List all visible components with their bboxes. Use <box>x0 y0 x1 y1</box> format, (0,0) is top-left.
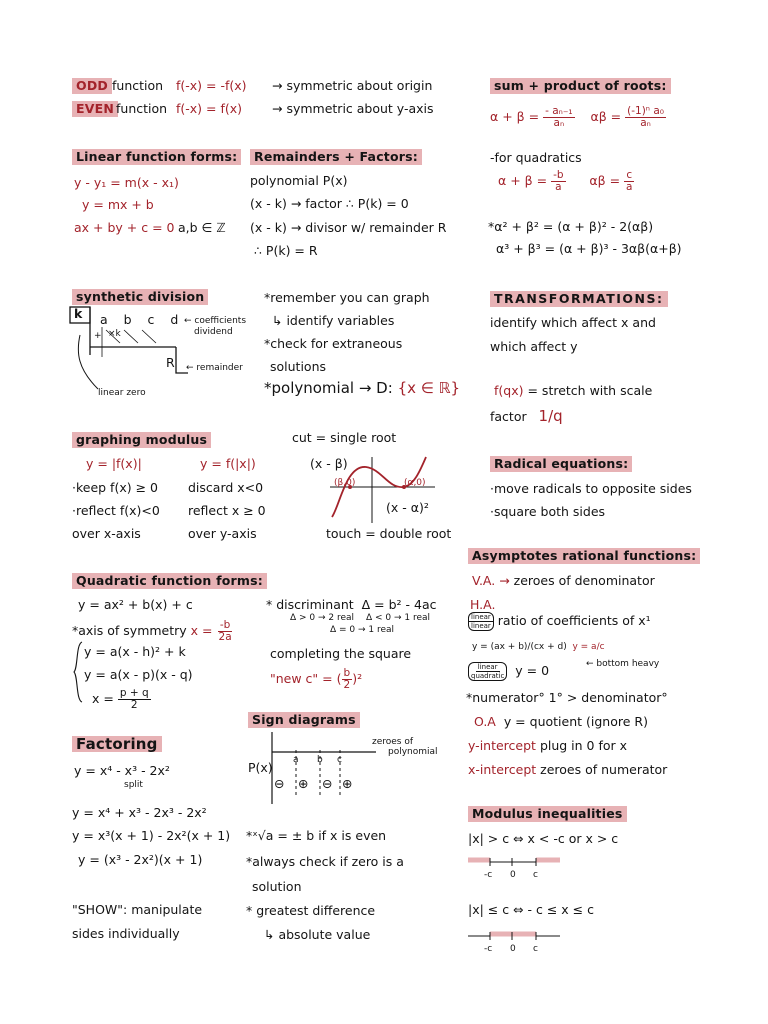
modulus-rule-a2: ·reflect f(x)<0 <box>72 503 160 518</box>
sign-px-label: P(x) <box>248 760 273 775</box>
abs-f-of-x: y = |f(x)| <box>86 456 142 471</box>
asymptotes-title: Asymptotes rational functions: <box>468 548 700 564</box>
even-description: → symmetric about y-axis <box>272 101 434 116</box>
factor-x-minus-beta: (x - β) <box>310 456 348 471</box>
radical-step-1: ·move radicals to opposite sides <box>490 481 692 496</box>
identity-squares: *α² + β² = (α + β)² - 2(αβ) <box>488 219 654 234</box>
graphing-modulus-title: graphing modulus <box>72 432 211 448</box>
quadratic-standard-form: y = ax² + b(x) + c <box>78 597 193 612</box>
factoring-line-2: y = x⁴ + x³ - 2x³ - 2x² <box>72 805 207 820</box>
quad-sum-fraction: $\frac{-b}{a}$ <box>553 169 564 193</box>
synthetic-times-k: ×k <box>108 329 121 339</box>
tick-zero-2: 0 <box>510 944 516 954</box>
greatest-difference: * greatest difference <box>246 903 376 918</box>
factoring-title: Factoring <box>72 736 162 752</box>
tick-c-1: c <box>533 870 538 880</box>
transformations-line-2: which affect y <box>490 339 578 354</box>
sign-diagrams-title: Sign diagrams <box>248 712 360 728</box>
check-zero-rule-cont: solution <box>252 879 302 894</box>
y-intercept-rule: y-intercept plug in 0 for x <box>468 738 628 753</box>
quadratic-brace <box>72 640 84 704</box>
x-intercept-rule: x-intercept zeroes of numerator <box>468 762 668 777</box>
linear-zero-note: linear zero <box>98 388 146 398</box>
number-line-less <box>466 930 562 944</box>
odd-label: ODD <box>72 78 112 94</box>
cut-single-root: cut = single root <box>292 430 397 445</box>
number-line-greater <box>466 856 562 870</box>
radical-equations-title: Radical equations: <box>490 456 632 472</box>
remainders-line-1: polynomial P(x) <box>250 173 348 188</box>
modulus-less-rule: |x| ≤ c ⇔ - c ≤ x ≤ c <box>468 902 595 917</box>
numerator-degree-rule: *numerator° 1° > denominator° <box>466 690 668 705</box>
coefficients-note: ← coefficients <box>184 316 247 326</box>
reminder-extraneous: *check for extraneous <box>264 336 403 351</box>
sum-lhs: α + β = <box>490 109 540 124</box>
radical-step-2: ·square both sides <box>490 504 606 519</box>
factoring-line-3: y = x³(x + 1) - 2x²(x + 1) <box>72 828 231 843</box>
transformations-line-4: factor 1/q <box>490 407 563 425</box>
zeroes-note-1: zeroes of <box>372 737 414 747</box>
general-form-note: a,b ∈ ℤ <box>178 220 226 235</box>
bottom-heavy-note: ← bottom heavy <box>586 659 660 669</box>
domain-set: {x ∈ ℝ} <box>397 379 461 397</box>
remainders-title: Remainders + Factors: <box>250 149 422 165</box>
modulus-inequalities-title: Modulus inequalities <box>468 806 627 822</box>
linear-over-linear-tag: $\frac{\text{linear}}{\text{linear}}$ <box>468 612 494 631</box>
point-alpha: (α,0) <box>404 478 426 488</box>
completing-the-square: completing the square <box>270 646 412 661</box>
axis-of-symmetry: *axis of symmetry x = $\frac{-b}{2a}$ <box>72 619 232 643</box>
transformations-line-1: identify which affect x and <box>490 315 656 330</box>
synthetic-coefficients: a b c d <box>100 312 185 327</box>
modulus-rule-b2: reflect x ≥ 0 <box>188 503 266 518</box>
product-fraction: $\frac{\text{(-1)ⁿ a₀}}{\text{aₙ}}$ <box>627 105 664 129</box>
remainders-line-2: (x - k) → factor ∴ P(k) = 0 <box>250 196 409 211</box>
sign-interval-1: ⊖ <box>274 776 285 791</box>
oblique-asymptote: O.A y = quotient (ignore R) <box>474 714 648 729</box>
transformations-title: TRANSFORMATIONS: <box>490 291 668 307</box>
new-c: "new c" = ( $\frac{b}{2}$ )² <box>270 667 363 691</box>
quadratic-title: Quadratic function forms: <box>72 573 267 589</box>
synthetic-plus: + <box>94 331 102 341</box>
reminder-identify: ↳ identify variables <box>272 313 395 328</box>
linear-title: Linear function forms: <box>72 149 241 165</box>
linear-over-quadratic-tag: $\frac{\text{linear}}{\text{quadratic}}$ <box>468 662 507 681</box>
ha-linear-linear: $\frac{\text{linear}}{\text{linear}}$ ratio of coefficients of x¹ <box>468 612 651 631</box>
quadratic-axis-from-roots: x = $\frac{p + q}{2}$ <box>92 687 149 711</box>
tick-c-2: c <box>533 944 538 954</box>
point-beta: (β,0) <box>334 478 356 488</box>
remainder-note: ← remainder <box>186 363 243 373</box>
factoring-split-note: split <box>124 780 143 790</box>
synthetic-division-title: synthetic division <box>72 289 208 305</box>
odd-description: → symmetric about origin <box>272 78 433 93</box>
quadratic-vertex-form: y = a(x - h)² + k <box>84 644 186 659</box>
odd-text: function <box>112 78 164 93</box>
f-of-abs-x: y = f(|x|) <box>200 456 256 471</box>
reminder-domain: *polynomial → D: {x ∈ ℝ} <box>264 379 461 397</box>
discriminant-label: * discriminant Δ = b² - 4ac <box>266 597 437 612</box>
new-c-fraction: $\frac{b}{2}$ <box>343 667 351 691</box>
remainders-line-4: ∴ P(k) = R <box>254 243 318 258</box>
modulus-rule-b1: discard x<0 <box>188 480 264 495</box>
even-text: function <box>116 101 168 116</box>
discriminant-note-1: Δ > 0 → 2 real <box>290 613 355 623</box>
dividend-note: dividend <box>194 327 233 337</box>
tick-neg-c-2: -c <box>484 944 493 954</box>
sign-interval-2: ⊕ <box>298 776 309 791</box>
even-root-rule: *ˣ√a = ± b if x is even <box>246 828 387 843</box>
factor-x-minus-alpha-squared: (x - α)² <box>386 500 429 515</box>
sum-product-title: sum + product of roots: <box>490 78 671 94</box>
sign-interval-3: ⊖ <box>322 776 333 791</box>
show-note-2: sides individually <box>72 926 180 941</box>
factoring-line-1: y = x⁴ - x³ - 2x² <box>74 763 170 778</box>
quadratic-factored-form: y = a(x - p)(x - q) <box>84 667 193 682</box>
identity-cubes: α³ + β³ = (α + β)³ - 3αβ(α+β) <box>496 241 682 256</box>
modulus-rule-a1: ·keep f(x) ≥ 0 <box>72 480 158 495</box>
slope-intercept-form: y = mx + b <box>82 197 154 212</box>
ha-example-2: $\frac{\text{linear}}{\text{quadratic}}$ y = 0 <box>468 662 549 681</box>
transformations-line-3: f(qx) = stretch with scale <box>494 383 653 398</box>
modulus-greater-rule: |x| > c ⇔ x < -c or x > c <box>468 831 619 846</box>
touch-double-root: touch = double root <box>326 526 452 541</box>
modulus-rule-b3: over y-axis <box>188 526 257 541</box>
even-formula: f(-x) = f(x) <box>176 101 243 116</box>
reminder-solutions: solutions <box>270 359 327 374</box>
axis-fraction: $\frac{-b}{2a}$ <box>218 619 232 643</box>
general-form: ax + by + c = 0 <box>74 220 175 235</box>
sign-zero-a: a <box>293 755 299 765</box>
tick-neg-c-1: -c <box>484 870 493 880</box>
zeroes-note-2: polynomial <box>388 747 438 757</box>
sum-product-formulas <box>490 106 666 129</box>
point-slope-form: y - y₁ = m(x - x₁) <box>74 175 179 190</box>
reminder-graph: *remember you can graph <box>264 290 430 305</box>
vertical-asymptote: V.A. → zeroes of denominator <box>472 573 655 588</box>
roots-average-fraction: $\frac{p + q}{2}$ <box>119 687 149 711</box>
ha-example-1: y = (ax + b)/(cx + d) y = a/c <box>472 642 605 652</box>
absolute-value-note: ↳ absolute value <box>264 927 371 942</box>
odd-formula: f(-x) = -f(x) <box>176 78 247 93</box>
synthetic-r: R <box>166 355 175 370</box>
quad-product-fraction: $\frac{c}{a}$ <box>626 169 633 193</box>
discriminant-note-3: Δ = 0 → 1 real <box>330 625 395 635</box>
sum-fraction: $\frac{\text{- aₙ₋₁}}{\text{aₙ}}$ <box>545 105 573 129</box>
modulus-rule-a3: over x-axis <box>72 526 141 541</box>
check-zero-rule: *always check if zero is a <box>246 854 404 869</box>
sign-zero-b: b <box>317 755 323 765</box>
synthetic-k: k <box>74 306 83 321</box>
sign-diagram <box>270 732 380 807</box>
show-note-1: "SHOW": manipulate <box>72 902 203 917</box>
discriminant-note-2: Δ < 0 → 1 real <box>366 613 431 623</box>
sign-zero-c: c <box>337 755 342 765</box>
product-lhs: αβ = <box>590 109 622 124</box>
even-label: EVEN <box>72 101 118 117</box>
factoring-line-4: y = (x³ - 2x²)(x + 1) <box>78 852 203 867</box>
quadratic-root-formulas: α + β = $\frac{-b}{a}$ αβ = $\frac{c}{a}$ <box>498 169 633 193</box>
quadratics-label: -for quadratics <box>490 150 582 165</box>
sign-interval-4: ⊕ <box>342 776 353 791</box>
tick-zero-1: 0 <box>510 870 516 880</box>
horizontal-asymptote-label: H.A. <box>470 597 496 612</box>
remainders-line-3: (x - k) → divisor w/ remainder R <box>250 220 447 235</box>
